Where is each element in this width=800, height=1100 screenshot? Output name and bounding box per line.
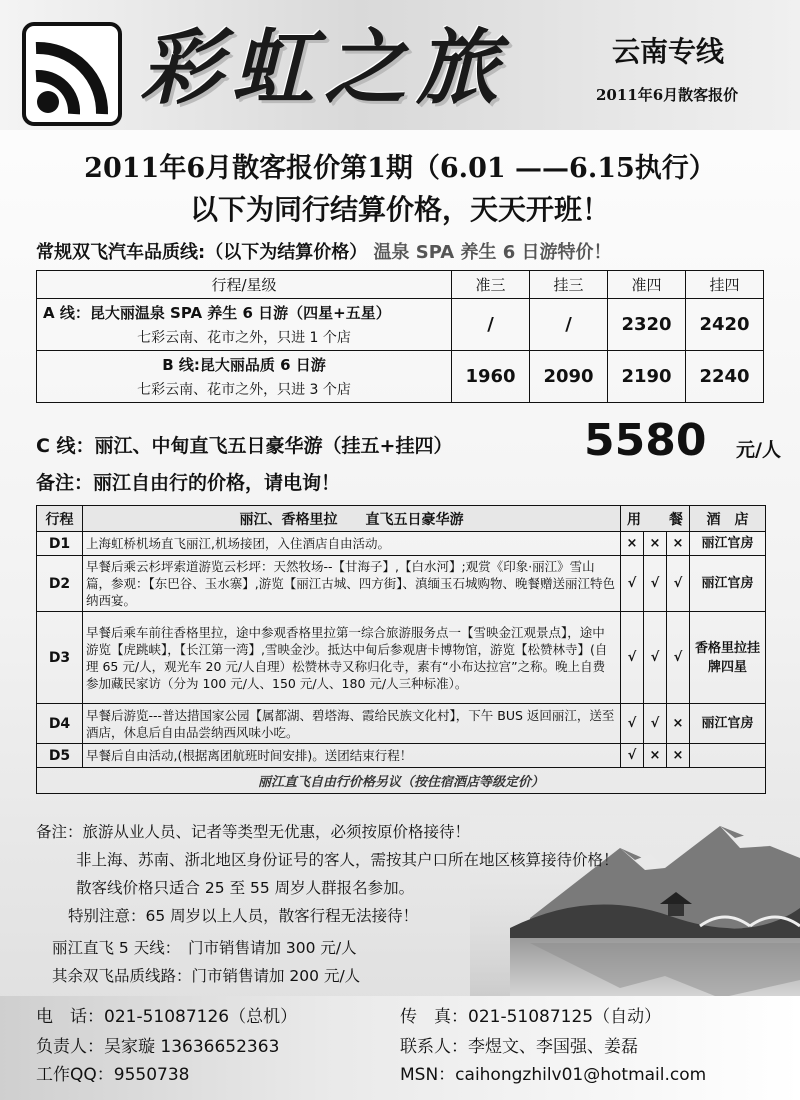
hotel-name [690, 744, 766, 768]
itinerary-footer-row [37, 768, 766, 794]
route-subtitle: 2011年6月散客报价 [596, 86, 739, 104]
rss-logo-icon [22, 22, 122, 126]
route-name: A 线：昆大丽温泉 SPA 养生 6 日游（四星+五星） [43, 304, 391, 322]
table-row [37, 612, 766, 704]
itinerary-footer: 丽江直飞自由行价格另议（按住宿酒店等级定价） [37, 768, 766, 794]
meal-breakfast: √ [621, 704, 644, 744]
itinerary-header [37, 506, 766, 532]
contact-footer [0, 996, 800, 1100]
route-note: 七彩云南、花市之外，只进 3 个店 [137, 382, 351, 398]
hotel-name: 香格里拉挂牌四星 [690, 612, 766, 704]
header-route: 行程/星级 [37, 271, 452, 299]
header-day: 行程 [37, 506, 83, 532]
table-row [37, 532, 766, 556]
price-cell: 2090 [530, 351, 608, 403]
contacts-text: 联系人：李煜文、李国强、姜磊 [400, 1037, 638, 1057]
price-cell: 1960 [452, 351, 530, 403]
itinerary-table [36, 505, 766, 794]
day-description: 早餐后乘云杉坪索道游览云杉坪：天然牧场--【甘海子】,【白水河】;观赏《印象·丽江》雪山篇，参观：【东巴谷、玉水寨】,游览【丽江古城、四方街】、滇缅玉石城购物、晚餐赠送丽江特色纳西宴。 [83, 556, 621, 612]
hotel-name: 丽江官房 [690, 532, 766, 556]
price-cell: 2320 [608, 299, 686, 351]
header-itinerary-title: 丽江、香格里拉 直飞五日豪华游 [83, 506, 621, 532]
price-cell: 2190 [608, 351, 686, 403]
hotel-name: 丽江官房 [690, 556, 766, 612]
meal-breakfast: √ [621, 744, 644, 768]
phone-text: 电 话：021-51087126（总机） [36, 1007, 298, 1027]
meal-dinner: × [667, 744, 690, 768]
meal-dinner: × [667, 532, 690, 556]
meal-dinner: √ [667, 612, 690, 704]
table-row [37, 299, 764, 351]
price-cell: 2420 [686, 299, 764, 351]
route-description [37, 351, 452, 403]
surcharge-line: 其余双飞品质线路：门市销售请加 200 元/人 [52, 967, 361, 985]
meal-lunch: √ [644, 612, 667, 704]
header-gua3: 挂三 [530, 271, 608, 299]
price-cell: / [530, 299, 608, 351]
main-title: 2011年6月散客报价第1期（6.01 ——6.15执行） [84, 153, 716, 184]
meal-lunch: √ [644, 704, 667, 744]
day-label: D3 [37, 612, 83, 704]
route-description [37, 299, 452, 351]
day-label: D5 [37, 744, 83, 768]
meal-lunch: × [644, 532, 667, 556]
line-c-offer [36, 415, 781, 466]
hotel-name: 丽江官房 [690, 704, 766, 744]
qq-text: 工作QQ：9550738 [36, 1065, 190, 1085]
table-row [37, 704, 766, 744]
price-cell: / [452, 299, 530, 351]
price-table-header [37, 271, 764, 299]
day-description: 上海虹桥机场直飞丽江,机场接团，入住酒店自由活动。 [83, 532, 621, 556]
header-zhun4: 准四 [608, 271, 686, 299]
surcharge-line: 丽江直飞 5 天线： 门市销售请加 300 元/人 [52, 939, 357, 957]
brand-title: 彩虹之旅 [140, 20, 508, 116]
manager-text: 负责人：吴家璇 13636652363 [36, 1037, 280, 1057]
main-subtitle: 以下为同行结算价格，天天开班！ [189, 193, 610, 226]
note-line: 非上海、苏南、浙北地区身份证号的客人，需按其户口所在地区核算接待价格！ [76, 851, 619, 869]
notes-block [36, 818, 619, 930]
day-label: D1 [37, 532, 83, 556]
header-zhun3: 准三 [452, 271, 530, 299]
header-hotel: 酒 店 [690, 506, 766, 532]
header-meals: 用 餐 [621, 506, 690, 532]
route-title: 云南专线 [612, 35, 725, 68]
note-line: 备注：旅游从业人员、记者等类型无优惠，必须按原价格接待！ [36, 823, 471, 841]
line-c-price: 5580 [584, 415, 707, 466]
header-gua4: 挂四 [686, 271, 764, 299]
table-row [37, 744, 766, 768]
meal-breakfast: √ [621, 556, 644, 612]
fax-text: 传 真：021-51087125（自动） [400, 1007, 662, 1027]
meal-breakfast: × [621, 532, 644, 556]
msn-text: MSN：caihongzhilv01@hotmail.com [400, 1065, 707, 1085]
meal-lunch: √ [644, 556, 667, 612]
header-banner [0, 0, 800, 130]
line-c-text: C 线：丽江、中甸直飞五日豪华游（挂五+挂四） [36, 435, 453, 457]
meal-dinner: √ [667, 556, 690, 612]
section-heading-text: 常规双飞汽车品质线:（以下为结算价格） [36, 242, 368, 263]
day-description: 早餐后游览---普达措国家公园【属都湖、碧塔海、霞给民族文化村】，下午 BUS 返回丽江，送至酒店，休息后自由品尝纳西风味小吃。 [83, 704, 621, 744]
day-description: 早餐后自由活动,(根据离团航班时间安排)。送团结束行程！ [83, 744, 621, 768]
meal-dinner: × [667, 704, 690, 744]
route-name: B 线:昆大丽品质 6 日游 [162, 356, 326, 374]
day-label: D2 [37, 556, 83, 612]
free-travel-note: 备注：丽江自由行的价格，请电询！ [36, 472, 341, 494]
price-cell: 2240 [686, 351, 764, 403]
table-row [37, 556, 766, 612]
day-description: 早餐后乘车前往香格里拉，途中参观香格里拉第一综合旅游服务点一【雪映金江观景点】，途中游览【虎跳峡】，【长江第一湾】,雪映金沙。抵达中甸后参观唐卡博物馆，游览【松赞林寺】(自理 65 元/人，观光车 20 元/人自理）松赞林寺又称归化寺，素有“小布达拉宫”之称。晚上自费参加藏民家访（分为 100 元/人、150 元/人、180 元/人三种标准）。 [83, 612, 621, 704]
price-table [36, 270, 764, 403]
surcharge-block [52, 934, 360, 990]
note-line: 特别注意：65 周岁以上人员，散客行程无法接待！ [68, 907, 419, 925]
note-line: 散客线价格只适合 25 至 55 周岁人群报名参加。 [76, 879, 415, 897]
meal-lunch: × [644, 744, 667, 768]
section-heading [36, 238, 612, 264]
promo-text: 温泉 SPA 养生 6 日游特价！ [373, 242, 612, 263]
table-row [37, 351, 764, 403]
day-label: D4 [37, 704, 83, 744]
line-c-unit: 元/人 [736, 439, 781, 461]
meal-breakfast: √ [621, 612, 644, 704]
route-note: 七彩云南、花市之外，只进 1 个店 [137, 330, 351, 346]
